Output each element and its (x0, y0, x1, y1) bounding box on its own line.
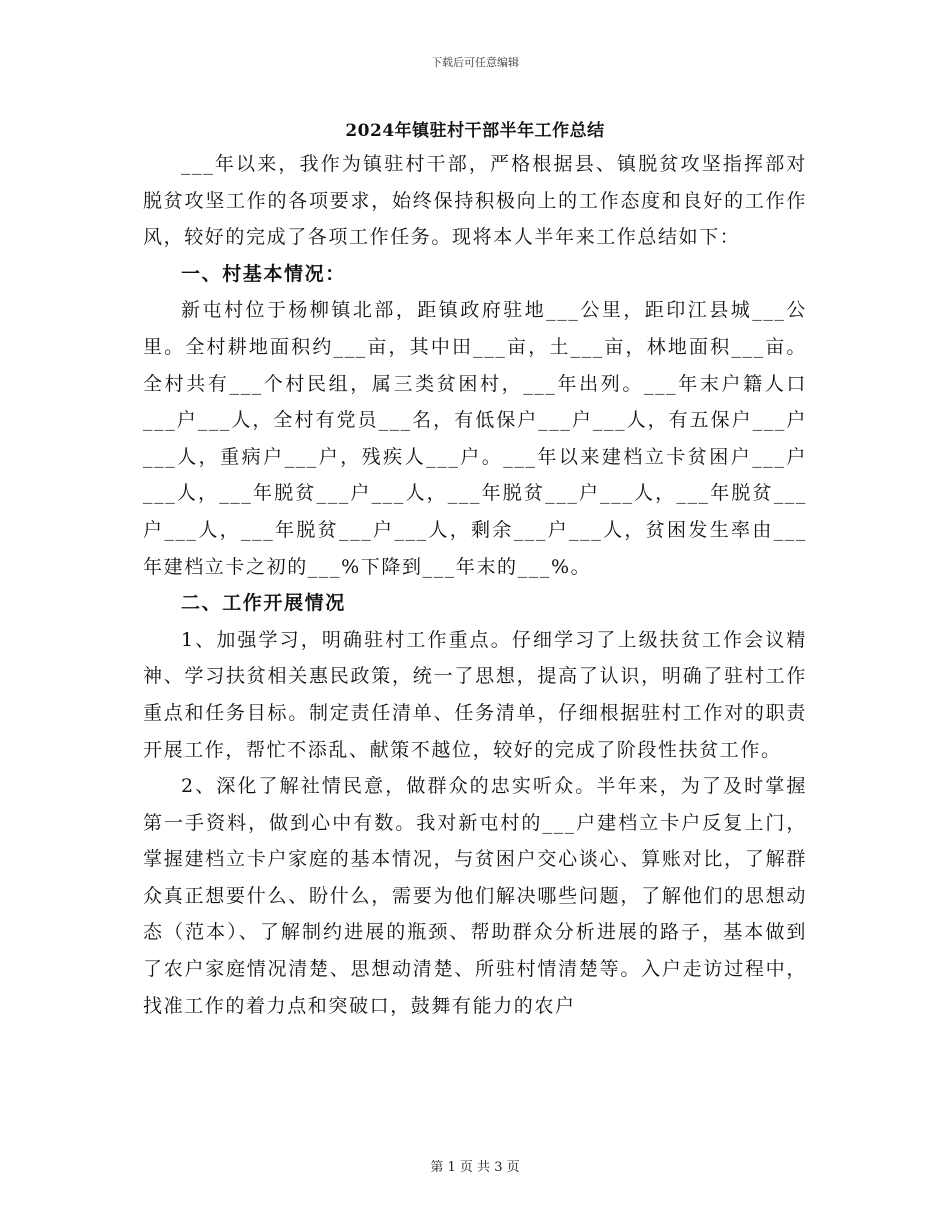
item-1-paragraph: 1、加强学习，明确驻村工作重点。仔细学习了上级扶贫工作会议精神、学习扶贫相关惠民政策，统一了思想，提高了认识，明确了驻村工作重点和任务目标。制定责任清单、任务清单，仔细根据驻村工作对的职责开展工作，帮忙不添乱、献策不越位，较好的完成了阶段性扶贫工作。 (143, 628, 807, 761)
intro-paragraph: ___年以来，我作为镇驻村干部，严格根据县、镇脱贫攻坚指挥部对脱贫攻坚工作的各项要求，始终保持积极向上的工作态度和良好的工作作风，较好的完成了各项工作任务。现将本人半年来工作总结如下： (143, 153, 807, 249)
header-note: 下载后可任意编辑 (431, 56, 519, 69)
page-footer: 第 1 页 共 3 页 (430, 1160, 520, 1175)
section-1-paragraph: 新屯村位于杨柳镇北部，距镇政府驻地___公里，距印江县城___公里。全村耕地面积约___亩，其中田___亩，土___亩，林地面积___亩。全村共有___个村民组，属三类贫困村，___年出列。___年末户籍人口___户___人，全村有党员___名，有低保户___户___人，有五保户___户___人，重病户___户，残疾人___户。___年以来建档立卡贫困户___户___人，___年脱贫___户___人，___年脱贫___户___人，___年脱贫___户___人，___年脱贫___户___人，剩余___户___人，贫困发生率由___年建档立卡之初的___%下降到___年末的___%。 (143, 299, 807, 578)
item-2-paragraph: 2、深化了解社情民意，做群众的忠实听众。半年来，为了及时掌握第一手资料，做到心中有数。我对新屯村的___户建档立卡户反复上门，掌握建档立卡户家庭的基本情况，与贫困户交心谈心、算账对比，了解群众真正想要什么、盼什么，需要为他们解决哪些问题，了解他们的思想动态（范本）、了解制约进展的瓶颈、帮助群众分析进展的路子，基本做到了农户家庭情况清楚、思想动清楚、所驻村情清楚等。入户走访过程中，找准工作的着力点和突破口，鼓舞有能力的农户 (143, 775, 807, 1017)
section-heading-1: 一、村基本情况： (181, 262, 346, 285)
section-heading-2: 二、工作开展情况 (181, 592, 346, 615)
document-body (143, 146, 807, 1024)
document-title: 2024年镇驻村干部半年工作总结 (345, 121, 605, 141)
